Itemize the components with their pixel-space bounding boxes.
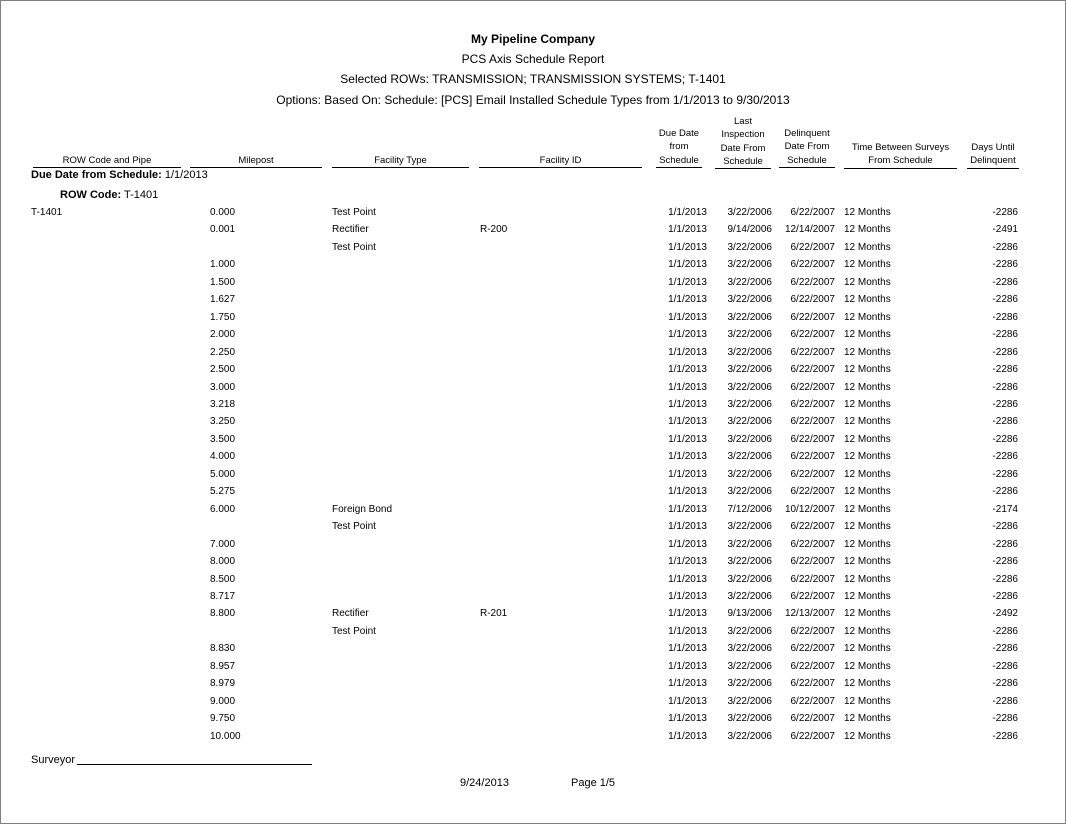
cell-delinquent-date: 6/22/2007: [790, 259, 835, 271]
cell-time-between: 12 Months: [844, 241, 891, 253]
cell-last-inspection: 3/22/2006: [727, 416, 772, 428]
cell-milepost: 1.500: [210, 276, 236, 288]
cell-days-until: -2286: [992, 556, 1018, 567]
cell-row-code: T-1401: [31, 207, 63, 218]
cell-due-date: 1/1/2013: [668, 695, 707, 707]
cell-last-inspection: 3/22/2006: [727, 730, 772, 742]
cell-due-date: 1/1/2013: [668, 451, 707, 463]
company-name: My Pipeline Company: [470, 32, 596, 46]
cell-last-inspection: 3/22/2006: [727, 625, 772, 637]
cell-time-between: 12 Months: [844, 643, 891, 655]
cell-days-until: -2286: [992, 451, 1018, 463]
table-row: [1, 364, 1065, 381]
cell-delinquent-date: 6/22/2007: [790, 625, 835, 637]
cell-time-between: 12 Months: [844, 276, 891, 288]
cell-due-date: 1/1/2013: [668, 538, 707, 550]
cell-time-between: 12 Months: [844, 329, 891, 341]
cell-time-between: 12 Months: [844, 660, 891, 672]
cell-time-between: 12 Months: [844, 625, 891, 637]
cell-milepost: 3.218: [210, 398, 236, 410]
cell-days-until: -2286: [992, 573, 1018, 585]
cell-due-date: 1/1/2013: [668, 398, 707, 410]
cell-due-date: 1/1/2013: [668, 556, 707, 567]
cell-days-until: -2286: [992, 660, 1018, 672]
cell-due-date: 1/1/2013: [668, 590, 707, 602]
cell-time-between: 12 Months: [844, 503, 891, 515]
cell-days-until: -2492: [992, 608, 1018, 620]
cell-time-between: 12 Months: [844, 346, 891, 358]
col-header-row-code: ROW Code and Pipe: [33, 154, 181, 168]
table-row: [1, 556, 1065, 573]
cell-last-inspection: 3/22/2006: [727, 294, 772, 306]
cell-delinquent-date: 6/22/2007: [790, 398, 835, 410]
cell-days-until: -2286: [992, 678, 1018, 690]
cell-last-inspection: 7/12/2006: [727, 503, 772, 515]
cell-milepost: 8.957: [210, 660, 236, 672]
cell-last-inspection: 3/22/2006: [727, 364, 772, 375]
due-date-group: [31, 169, 208, 181]
cell-time-between: 12 Months: [844, 416, 891, 428]
cell-delinquent-date: 6/22/2007: [790, 364, 835, 375]
table-row: [1, 242, 1065, 259]
cell-facility-type: Test Point: [332, 625, 376, 637]
cell-last-inspection: 3/22/2006: [727, 276, 772, 288]
cell-last-inspection: 3/22/2006: [727, 207, 772, 218]
cell-due-date: 1/1/2013: [668, 643, 707, 655]
table-row: [1, 416, 1065, 433]
row-code-group: [60, 189, 158, 201]
cell-time-between: 12 Months: [844, 713, 891, 724]
row-code-group-value: T-1401: [123, 189, 159, 201]
cell-delinquent-date: 6/22/2007: [790, 538, 835, 550]
cell-delinquent-date: 6/22/2007: [790, 416, 835, 428]
cell-milepost: 8.979: [210, 678, 236, 690]
cell-days-until: -2286: [992, 468, 1018, 480]
cell-last-inspection: 3/22/2006: [727, 468, 772, 480]
table-row: [1, 521, 1065, 538]
row-code-group-label: ROW Code:: [60, 189, 122, 201]
cell-delinquent-date: 6/22/2007: [790, 241, 835, 253]
table-row: [1, 574, 1065, 591]
table-row: [1, 731, 1065, 748]
col-header-milepost: Milepost: [190, 154, 322, 168]
cell-last-inspection: 3/22/2006: [727, 713, 772, 724]
cell-due-date: 1/1/2013: [668, 364, 707, 375]
cell-days-until: -2286: [992, 590, 1018, 602]
cell-delinquent-date: 6/22/2007: [790, 276, 835, 288]
cell-time-between: 12 Months: [844, 468, 891, 480]
col-header-days-until: Days Until Delinquent: [967, 141, 1019, 169]
cell-days-until: -2286: [992, 713, 1018, 724]
cell-delinquent-date: 6/22/2007: [790, 433, 835, 445]
table-row: [1, 399, 1065, 416]
cell-delinquent-date: 6/22/2007: [790, 468, 835, 480]
cell-due-date: 1/1/2013: [668, 468, 707, 480]
cell-delinquent-date: 6/22/2007: [790, 590, 835, 602]
cell-days-until: -2286: [992, 311, 1018, 323]
cell-due-date: 1/1/2013: [668, 346, 707, 358]
cell-days-until: -2286: [992, 625, 1018, 637]
table-row: [1, 504, 1065, 521]
cell-days-until: -2286: [992, 643, 1018, 655]
cell-delinquent-date: 6/22/2007: [790, 346, 835, 358]
cell-facility-type: Foreign Bond: [332, 503, 393, 515]
cell-facility-type: Rectifier: [332, 224, 369, 236]
cell-last-inspection: 3/22/2006: [727, 643, 772, 655]
cell-days-until: -2286: [992, 416, 1018, 428]
cell-facility-id: R-200: [480, 224, 508, 236]
table-row: [1, 294, 1065, 311]
cell-days-until: -2286: [992, 486, 1018, 498]
selected-rows: Selected ROWs: TRANSMISSION; TRANSMISSION SYSTEMS; T-1401: [340, 72, 726, 86]
cell-last-inspection: 3/22/2006: [727, 329, 772, 341]
cell-time-between: 12 Months: [844, 556, 891, 567]
cell-due-date: 1/1/2013: [668, 311, 707, 323]
cell-milepost: 8.800: [210, 608, 236, 620]
cell-last-inspection: 3/22/2006: [727, 311, 772, 323]
table-row: [1, 451, 1065, 468]
cell-due-date: 1/1/2013: [668, 503, 707, 515]
cell-time-between: 12 Months: [844, 224, 891, 236]
report-title: PCS Axis Schedule Report: [461, 52, 605, 66]
cell-milepost: 8.830: [210, 643, 236, 655]
cell-delinquent-date: 6/22/2007: [790, 521, 835, 533]
cell-time-between: 12 Months: [844, 207, 891, 218]
cell-due-date: 1/1/2013: [668, 660, 707, 672]
cell-days-until: -2286: [992, 259, 1018, 271]
table-row: [1, 486, 1065, 503]
cell-last-inspection: 3/22/2006: [727, 521, 772, 533]
cell-days-until: -2286: [992, 433, 1018, 445]
table-row: [1, 329, 1065, 346]
cell-delinquent-date: 6/22/2007: [790, 695, 835, 707]
table-row: [1, 608, 1065, 625]
cell-days-until: -2286: [992, 276, 1018, 288]
cell-delinquent-date: 6/22/2007: [790, 643, 835, 655]
cell-milepost: 8.717: [210, 590, 236, 602]
cell-due-date: 1/1/2013: [668, 224, 707, 236]
col-header-facility-type: Facility Type: [332, 154, 469, 168]
cell-delinquent-date: 12/13/2007: [784, 608, 835, 620]
cell-last-inspection: 3/22/2006: [727, 346, 772, 358]
cell-milepost: 4.000: [210, 451, 236, 463]
table-row: [1, 224, 1065, 241]
cell-delinquent-date: 6/22/2007: [790, 207, 835, 218]
cell-last-inspection: 3/22/2006: [727, 259, 772, 271]
cell-days-until: -2286: [992, 241, 1018, 253]
cell-delinquent-date: 6/22/2007: [790, 311, 835, 323]
cell-delinquent-date: 6/22/2007: [790, 713, 835, 724]
cell-days-until: -2286: [992, 695, 1018, 707]
report-options: Options: Based On: Schedule: [PCS] Email Installed Schedule Types from 1/1/2013 to 9/30/2013: [276, 93, 790, 107]
cell-time-between: 12 Months: [844, 678, 891, 690]
table-row: [1, 259, 1065, 276]
cell-delinquent-date: 6/22/2007: [790, 486, 835, 498]
table-row: [1, 643, 1065, 660]
cell-last-inspection: 9/14/2006: [727, 224, 772, 236]
cell-milepost: 3.000: [210, 381, 236, 393]
cell-days-until: -2174: [992, 503, 1018, 515]
table-row: [1, 661, 1065, 678]
report-date: 9/24/2013: [460, 777, 509, 789]
cell-milepost: 2.000: [210, 329, 236, 341]
table-row: [1, 626, 1065, 643]
cell-facility-type: Test Point: [332, 241, 376, 253]
cell-last-inspection: 3/22/2006: [727, 695, 772, 707]
cell-time-between: 12 Months: [844, 695, 891, 707]
cell-time-between: 12 Months: [844, 294, 891, 306]
cell-time-between: 12 Months: [844, 730, 891, 742]
cell-due-date: 1/1/2013: [668, 433, 707, 445]
cell-due-date: 1/1/2013: [668, 713, 707, 724]
cell-time-between: 12 Months: [844, 433, 891, 445]
table-row: [1, 678, 1065, 695]
cell-milepost: 5.275: [210, 486, 236, 498]
cell-due-date: 1/1/2013: [668, 207, 707, 218]
cell-milepost: 0.001: [210, 224, 236, 236]
cell-due-date: 1/1/2013: [668, 416, 707, 428]
cell-last-inspection: 3/22/2006: [727, 486, 772, 498]
cell-milepost: 1.750: [210, 311, 236, 323]
cell-milepost: 8.000: [210, 556, 236, 567]
cell-last-inspection: 3/22/2006: [727, 538, 772, 550]
cell-days-until: -2286: [992, 730, 1018, 742]
cell-due-date: 1/1/2013: [668, 521, 707, 533]
cell-due-date: 1/1/2013: [668, 276, 707, 288]
cell-milepost: 9.750: [210, 713, 236, 724]
cell-days-until: -2286: [992, 329, 1018, 341]
cell-due-date: 1/1/2013: [668, 730, 707, 742]
cell-due-date: 1/1/2013: [668, 381, 707, 393]
cell-delinquent-date: 6/22/2007: [790, 556, 835, 567]
cell-days-until: -2286: [992, 207, 1018, 218]
cell-facility-type: Test Point: [332, 207, 376, 218]
cell-delinquent-date: 6/22/2007: [790, 678, 835, 690]
cell-time-between: 12 Months: [844, 311, 891, 323]
cell-delinquent-date: 6/22/2007: [790, 730, 835, 742]
cell-last-inspection: 3/22/2006: [727, 433, 772, 445]
cell-time-between: 12 Months: [844, 538, 891, 550]
cell-time-between: 12 Months: [844, 364, 891, 375]
cell-last-inspection: 3/22/2006: [727, 556, 772, 567]
cell-last-inspection: 3/22/2006: [727, 451, 772, 463]
cell-days-until: -2286: [992, 381, 1018, 393]
cell-due-date: 1/1/2013: [668, 625, 707, 637]
cell-last-inspection: 3/22/2006: [727, 573, 772, 585]
cell-days-until: -2286: [992, 398, 1018, 410]
cell-time-between: 12 Months: [844, 486, 891, 498]
table-row: [1, 713, 1065, 730]
cell-milepost: 6.000: [210, 503, 236, 515]
cell-time-between: 12 Months: [844, 521, 891, 533]
cell-milepost: 5.000: [210, 468, 236, 480]
col-header-last-inspection: Last Inspection Date From Schedule: [715, 115, 771, 169]
cell-milepost: 1.627: [210, 294, 236, 306]
table-row: [1, 469, 1065, 486]
col-header-due-date: Due Date from Schedule: [656, 127, 702, 168]
cell-last-inspection: 3/22/2006: [727, 590, 772, 602]
cell-time-between: 12 Months: [844, 590, 891, 602]
cell-delinquent-date: 6/22/2007: [790, 381, 835, 393]
cell-facility-type: Test Point: [332, 521, 376, 533]
cell-milepost: 10.000: [210, 730, 241, 742]
cell-days-until: -2491: [992, 224, 1018, 236]
cell-milepost: 2.500: [210, 364, 236, 375]
cell-last-inspection: 9/13/2006: [727, 608, 772, 620]
surveyor-signature-line: [77, 764, 312, 765]
cell-milepost: 3.500: [210, 433, 236, 445]
cell-last-inspection: 3/22/2006: [727, 678, 772, 690]
cell-last-inspection: 3/22/2006: [727, 398, 772, 410]
cell-delinquent-date: 10/12/2007: [784, 503, 835, 515]
cell-time-between: 12 Months: [844, 259, 891, 271]
cell-last-inspection: 3/22/2006: [727, 660, 772, 672]
cell-last-inspection: 3/22/2006: [727, 241, 772, 253]
cell-delinquent-date: 6/22/2007: [790, 660, 835, 672]
cell-delinquent-date: 6/22/2007: [790, 451, 835, 463]
cell-due-date: 1/1/2013: [668, 573, 707, 585]
table-row: [1, 312, 1065, 329]
table-row: [1, 347, 1065, 364]
cell-due-date: 1/1/2013: [668, 259, 707, 271]
cell-due-date: 1/1/2013: [668, 608, 707, 620]
cell-due-date: 1/1/2013: [668, 294, 707, 306]
cell-delinquent-date: 6/22/2007: [790, 573, 835, 585]
table-row: [1, 591, 1065, 608]
cell-time-between: 12 Months: [844, 573, 891, 585]
cell-days-until: -2286: [992, 346, 1018, 358]
table-row: [1, 382, 1065, 399]
surveyor-label: Surveyor: [31, 754, 76, 766]
page-number: Page 1/5: [571, 777, 616, 789]
col-header-time-between: Time Between Surveys From Schedule: [844, 141, 957, 169]
cell-milepost: 7.000: [210, 538, 236, 550]
due-date-group-label: Due Date from Schedule:: [31, 169, 162, 181]
cell-time-between: 12 Months: [844, 381, 891, 393]
cell-last-inspection: 3/22/2006: [727, 381, 772, 393]
cell-days-until: -2286: [992, 538, 1018, 550]
cell-time-between: 12 Months: [844, 608, 891, 620]
cell-milepost: 0.000: [210, 207, 236, 218]
table-row: [1, 539, 1065, 556]
cell-delinquent-date: 6/22/2007: [790, 329, 835, 341]
cell-milepost: 8.500: [210, 573, 236, 585]
col-header-delinquent: Delinquent Date From Schedule: [779, 127, 835, 168]
cell-milepost: 9.000: [210, 695, 236, 707]
cell-facility-id: R-201: [480, 608, 508, 620]
col-header-facility-id: Facility ID: [479, 154, 642, 168]
cell-due-date: 1/1/2013: [668, 678, 707, 690]
cell-milepost: 2.250: [210, 346, 236, 358]
cell-delinquent-date: 6/22/2007: [790, 294, 835, 306]
cell-delinquent-date: 12/14/2007: [784, 224, 835, 236]
table-row: [1, 277, 1065, 294]
table-row: [1, 207, 1065, 224]
cell-due-date: 1/1/2013: [668, 329, 707, 341]
cell-milepost: 3.250: [210, 416, 236, 428]
cell-facility-type: Rectifier: [332, 608, 369, 620]
cell-days-until: -2286: [992, 294, 1018, 306]
table-row: [1, 434, 1065, 451]
cell-milepost: 1.000: [210, 259, 236, 271]
cell-time-between: 12 Months: [844, 398, 891, 410]
table-row: [1, 696, 1065, 713]
cell-days-until: -2286: [992, 364, 1018, 375]
cell-days-until: -2286: [992, 521, 1018, 533]
cell-due-date: 1/1/2013: [668, 486, 707, 498]
cell-time-between: 12 Months: [844, 451, 891, 463]
due-date-group-value: 1/1/2013: [164, 169, 208, 181]
cell-due-date: 1/1/2013: [668, 241, 707, 253]
